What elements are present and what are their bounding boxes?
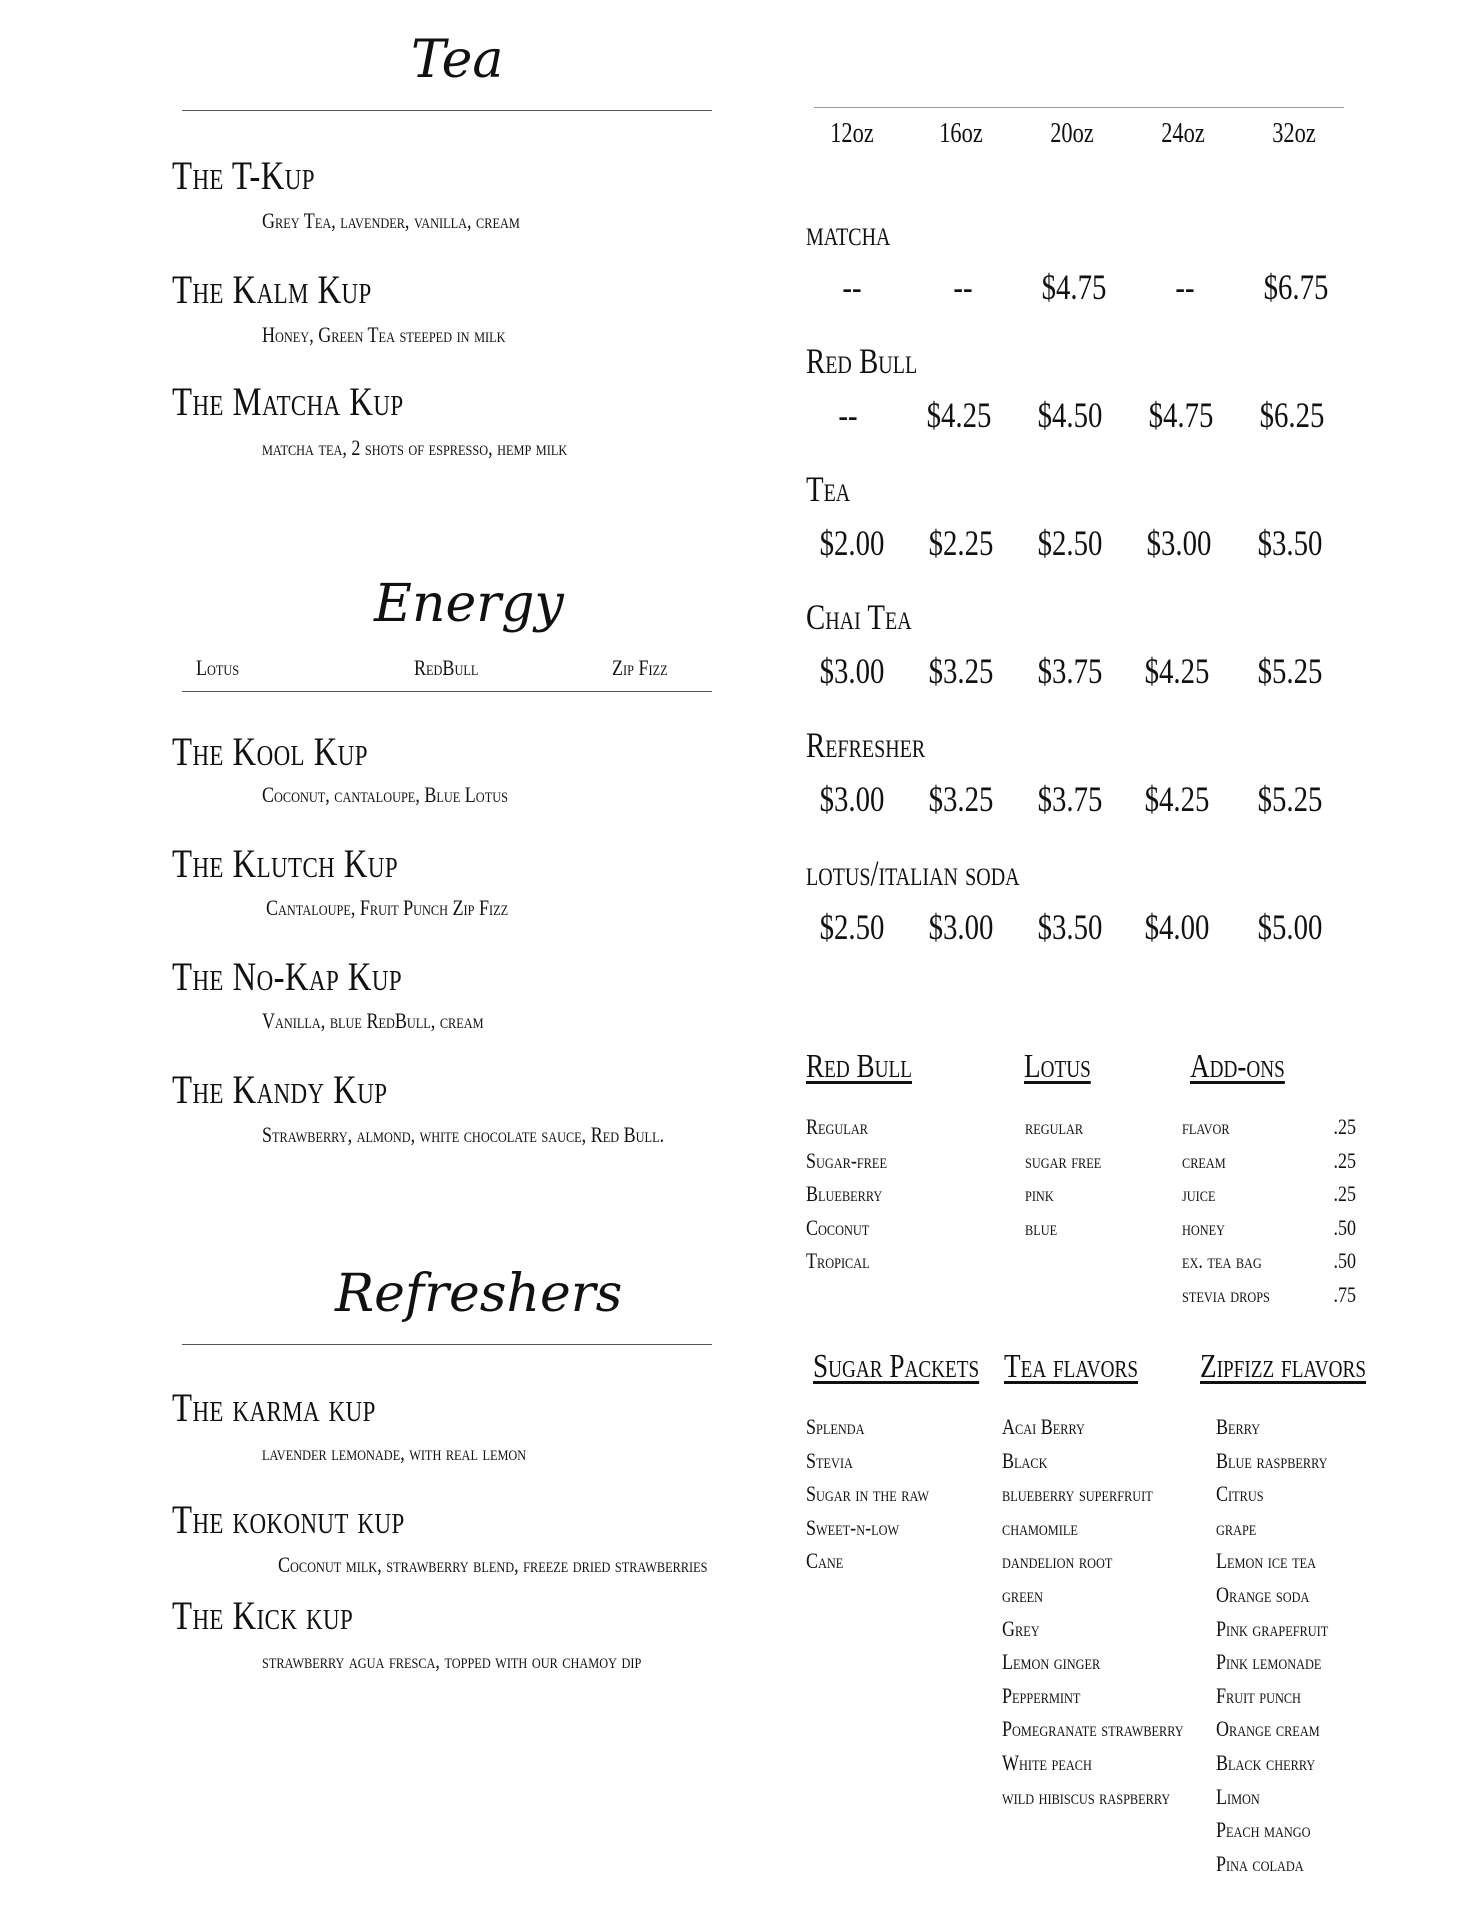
list-item: Orange soda <box>1216 1581 1310 1607</box>
addon-row <box>1182 1278 1362 1312</box>
addon-label: juice <box>1182 1181 1216 1207</box>
list-item: Peach mango <box>1216 1817 1311 1843</box>
size-header-12oz: 12oz <box>830 118 874 149</box>
tea-item-desc: matcha tea, 2 shots of espresso, hemp milk <box>262 435 568 460</box>
energy-item-desc: Coconut, cantaloupe, Blue Lotus <box>262 782 508 807</box>
energy-column-redbull: RedBull <box>414 655 479 680</box>
list-item: pink <box>1025 1181 1054 1207</box>
list-item: blue <box>1025 1214 1058 1240</box>
energy-item-name: The Kandy Kup <box>172 1067 388 1112</box>
price-cell: -- <box>1175 267 1195 307</box>
size-header-16oz: 16oz <box>939 118 983 149</box>
tea-section-title: Tea <box>411 30 504 90</box>
list-item: Pink lemonade <box>1216 1649 1322 1675</box>
sugar-packets-list <box>806 1410 956 1578</box>
addon-label: stevia drops <box>1182 1281 1270 1307</box>
price-cell: $4.25 <box>1144 651 1210 691</box>
list-item: Blueberry <box>806 1181 883 1207</box>
addon-row <box>1182 1144 1362 1178</box>
addon-row <box>1182 1110 1362 1144</box>
tea-divider <box>182 110 712 111</box>
energy-section-title: Energy <box>374 574 564 634</box>
energy-item-desc: Cantaloupe, Fruit Punch Zip Fizz <box>266 895 509 920</box>
price-row-name: Red Bull <box>806 341 918 381</box>
price-cell: $4.75 <box>1041 267 1107 307</box>
list-item: Citrus <box>1216 1481 1264 1507</box>
energy-column-zipfizz: Zip Fizz <box>612 655 668 680</box>
list-item: Tropical <box>806 1248 870 1274</box>
addon-price: .50 <box>1333 1214 1356 1240</box>
addon-label: cream <box>1182 1147 1226 1173</box>
tea-item-name: The Kalm Kup <box>172 267 372 312</box>
price-cell: -- <box>953 267 973 307</box>
price-cell: $5.25 <box>1257 779 1323 819</box>
price-cell: $4.75 <box>1148 395 1214 435</box>
price-cell: $3.25 <box>928 651 994 691</box>
list-item: Black cherry <box>1216 1749 1316 1775</box>
list-item: grape <box>1216 1514 1257 1540</box>
lotus-options-list <box>1025 1110 1118 1244</box>
list-item: Sweet-n-low <box>806 1514 900 1540</box>
size-header-32oz: 32oz <box>1272 118 1316 149</box>
refreshers-divider <box>182 1344 712 1345</box>
addons-list <box>1182 1110 1362 1312</box>
list-item: Stevia <box>806 1447 853 1473</box>
list-item: Limon <box>1216 1783 1260 1809</box>
price-cell: $4.50 <box>1037 395 1103 435</box>
price-cell: -- <box>838 395 858 435</box>
list-item: sugar free <box>1025 1147 1102 1173</box>
list-item: green <box>1002 1581 1043 1607</box>
price-row-name: lotus/italian soda <box>806 853 1020 893</box>
price-cell: $5.00 <box>1257 907 1323 947</box>
tea-flavors-heading: Tea flavors <box>1004 1348 1139 1385</box>
list-item: Pink grapefruit <box>1216 1615 1329 1641</box>
tea-item-desc: Grey Tea, lavender, vanilla, cream <box>262 208 520 233</box>
refresher-item-name: The Kick kup <box>172 1593 354 1638</box>
addon-price: .25 <box>1333 1114 1356 1139</box>
addon-label: ex. tea bag <box>1182 1248 1262 1274</box>
price-cell: $6.25 <box>1259 395 1325 435</box>
addon-price: .25 <box>1333 1181 1356 1207</box>
refresher-item-desc: Coconut milk, strawberry blend, freeze dried strawberries <box>278 1552 708 1577</box>
addon-label: flavor <box>1182 1114 1230 1139</box>
list-item: Pina colada <box>1216 1850 1304 1876</box>
price-cell: $6.75 <box>1263 267 1329 307</box>
tea-item-name: The Matcha Kup <box>172 379 404 424</box>
price-cell: $3.00 <box>819 651 885 691</box>
price-cell: $5.25 <box>1257 651 1323 691</box>
list-item: Fruit punch <box>1216 1682 1301 1708</box>
list-item: Grey <box>1002 1615 1040 1641</box>
price-cell: $2.25 <box>928 523 994 563</box>
price-cell: $3.50 <box>1037 907 1103 947</box>
list-item: Sugar-free <box>806 1147 887 1173</box>
refresher-item-name: The karma kup <box>172 1385 376 1430</box>
list-item: Peppermint <box>1002 1682 1081 1708</box>
addon-price: .25 <box>1333 1147 1356 1173</box>
list-item: regular <box>1025 1114 1084 1139</box>
redbull-options-heading: Red Bull <box>806 1048 912 1085</box>
price-row-name: Tea <box>806 469 851 509</box>
price-row-name: matcha <box>806 213 891 253</box>
price-cell: -- <box>842 267 862 307</box>
list-item: chamomile <box>1002 1514 1078 1540</box>
list-item: Sugar in the raw <box>806 1481 930 1507</box>
list-item: Berry <box>1216 1414 1261 1439</box>
sugar-packets-heading: Sugar Packets <box>813 1348 980 1385</box>
refresher-item-desc: lavender lemonade, with real lemon <box>262 1440 527 1465</box>
list-item: dandelion root <box>1002 1548 1113 1574</box>
price-cell: $4.25 <box>1144 779 1210 819</box>
refresher-item-name: The kokonut kup <box>172 1497 405 1542</box>
price-cell: $3.00 <box>928 907 994 947</box>
list-item: Pomegranate strawberry <box>1002 1716 1184 1742</box>
energy-item-name: The Klutch Kup <box>172 841 399 886</box>
energy-column-lotus: Lotus <box>196 655 240 680</box>
list-item: Splenda <box>806 1414 865 1439</box>
list-item: blueberry superfruit <box>1002 1481 1153 1507</box>
price-cell: $3.00 <box>1146 523 1212 563</box>
energy-item-name: The No-Kap Kup <box>172 954 403 999</box>
energy-item-desc: Strawberry, almond, white chocolate sauce, Red Bull. <box>262 1122 665 1147</box>
list-item: Lemon ice tea <box>1216 1548 1316 1574</box>
price-cell: $2.50 <box>1037 523 1103 563</box>
addons-heading: Add-ons <box>1190 1048 1285 1085</box>
size-header-24oz: 24oz <box>1161 118 1205 149</box>
price-cell: $3.75 <box>1037 779 1103 819</box>
price-cell: $2.50 <box>819 907 885 947</box>
energy-divider <box>182 691 712 692</box>
list-item: Orange cream <box>1216 1716 1320 1742</box>
energy-item-desc: Vanilla, blue RedBull, cream <box>262 1008 484 1033</box>
refreshers-section-title: Refreshers <box>335 1264 623 1324</box>
price-cell: $4.00 <box>1144 907 1210 947</box>
zipfizz-flavors-list <box>1216 1410 1353 1880</box>
list-item: Coconut <box>806 1214 870 1240</box>
tea-item-name: The T-Kup <box>172 153 315 198</box>
tea-item-desc: Honey, Green Tea steeped in milk <box>262 322 506 347</box>
addon-row <box>1182 1244 1362 1278</box>
redbull-options-list <box>806 1110 905 1278</box>
price-cell: $3.00 <box>819 779 885 819</box>
lotus-options-heading: Lotus <box>1024 1048 1091 1085</box>
list-item: wild hibiscus raspberry <box>1002 1783 1171 1809</box>
tea-flavors-list <box>1002 1410 1224 1813</box>
list-item: Blue raspberry <box>1216 1447 1328 1473</box>
price-table-divider <box>814 107 1344 108</box>
list-item: White peach <box>1002 1749 1092 1775</box>
addon-price: .50 <box>1333 1248 1356 1274</box>
list-item: Lemon ginger <box>1002 1649 1101 1675</box>
addon-price: .75 <box>1333 1281 1356 1307</box>
price-cell: $3.75 <box>1037 651 1103 691</box>
price-cell: $3.50 <box>1257 523 1323 563</box>
energy-item-name: The Kool Kup <box>172 729 368 774</box>
price-cell: $4.25 <box>926 395 992 435</box>
list-item: Regular <box>806 1114 868 1139</box>
list-item: Acai Berry <box>1002 1414 1085 1439</box>
addon-row <box>1182 1211 1362 1245</box>
size-header-20oz: 20oz <box>1050 118 1094 149</box>
price-row-name: Chai Tea <box>806 597 912 637</box>
refresher-item-desc: strawberry agua fresca, topped with our chamoy dip <box>262 1648 642 1673</box>
zipfizz-flavors-heading: Zipfizz flavors <box>1200 1348 1367 1385</box>
price-row-name: Refresher <box>806 725 926 765</box>
list-item: Black <box>1002 1447 1048 1473</box>
price-cell: $2.00 <box>819 523 885 563</box>
addon-row <box>1182 1177 1362 1211</box>
addon-label: honey <box>1182 1214 1226 1240</box>
price-cell: $3.25 <box>928 779 994 819</box>
list-item: Cane <box>806 1548 844 1574</box>
